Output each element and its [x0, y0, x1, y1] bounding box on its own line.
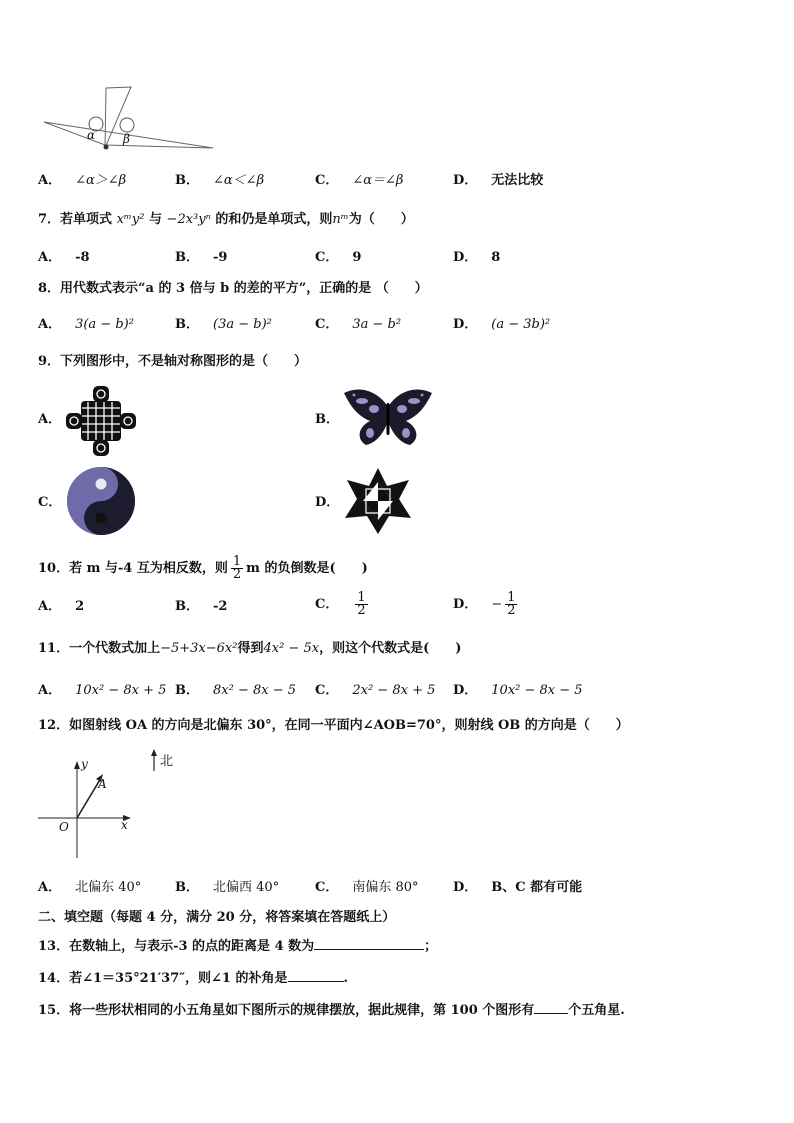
- q7-stem: 7．若单项式 xᵐy² 与 −2x³yⁿ 的和仍是单项式，则nᵐ为（ ）: [38, 212, 414, 227]
- q11-expr2: 4x² − 5x: [263, 641, 320, 656]
- q7-option-c[interactable]: C． 9: [315, 250, 362, 265]
- q7-option-d[interactable]: D． 8: [453, 250, 501, 265]
- q9-option-b[interactable]: B．: [315, 412, 339, 427]
- q10-stem: 10．若 m 与-4 互为相反数，则 $\frac{1}{2}$ m 的负倒数是( ): [38, 554, 368, 582]
- q12-option-b[interactable]: B． 北偏西 40°: [175, 880, 280, 895]
- q8-stem: 8．用代数式表示“a 的 3 倍与 b 的差的平方”，正确的是 （ ）: [38, 281, 428, 296]
- ray-a-label: A: [98, 777, 107, 791]
- q12-option-a[interactable]: A． 北偏东 40°: [38, 880, 142, 895]
- q8-option-d[interactable]: D． (a − 3b)²: [453, 317, 551, 332]
- q11-option-a[interactable]: A． 10x² − 8x + 5: [38, 683, 167, 698]
- q7-term1: xᵐy²: [116, 212, 145, 227]
- q7-option-a[interactable]: A． -8: [38, 250, 90, 265]
- q6-alpha-label: α: [87, 128, 96, 142]
- q7-expr: nᵐ: [332, 212, 349, 227]
- q9-option-c[interactable]: C．: [38, 495, 62, 510]
- q8-option-a[interactable]: A． 3(a − b)²: [38, 317, 134, 332]
- q12-option-d[interactable]: D． B、C 都有可能: [453, 880, 583, 895]
- q11-expr1: −5+3x−6x²: [160, 641, 238, 656]
- q9-option-d[interactable]: D．: [315, 495, 340, 510]
- q15-stem: 15．将一些形状相同的小五角星如下图所示的规律摆放，据此规律，第 100 个图形有 个五角星.: [38, 1003, 625, 1018]
- q13-stem: 13．在数轴上，与表示-3 的点的距离是 4 数为 ；: [38, 939, 438, 954]
- origin-label: O: [59, 820, 69, 834]
- q9-stem: 9．下列图形中，不是轴对称图形的是（ ）: [38, 354, 308, 369]
- q7-option-b[interactable]: B． -9: [175, 250, 228, 265]
- q10-option-c[interactable]: C． $\frac{1}{2}$: [315, 590, 366, 618]
- q6-beta-label: β: [123, 132, 130, 146]
- q9-option-a[interactable]: A．: [38, 412, 62, 427]
- y-axis-label: y: [81, 757, 88, 771]
- section-2-heading: 二、填空题（每题 4 分，满分 20 分，将答案填在答题纸上）: [38, 910, 396, 925]
- q13-answer-blank[interactable]: [314, 937, 424, 950]
- q7-term2: −2x³yⁿ: [166, 212, 211, 227]
- q11-option-c[interactable]: C． 2x² − 8x + 5: [315, 683, 436, 698]
- q8-option-b[interactable]: B． (3a − b)²: [175, 317, 272, 332]
- q8-option-c[interactable]: C． 3a − b²: [315, 317, 402, 332]
- q6-option-a[interactable]: A． ∠α＞∠β: [38, 173, 127, 188]
- q11-option-b[interactable]: B． 8x² − 8x − 5: [175, 683, 297, 698]
- q12-stem: 12．如图射线 OA 的方向是北偏东 30°，在同一平面内∠AOB=70°，则射线 OB 的方向是（ ）: [38, 718, 629, 733]
- q11-option-d[interactable]: D． 10x² − 8x − 5: [453, 683, 583, 698]
- q14-answer-blank[interactable]: [288, 969, 344, 982]
- q6-option-b[interactable]: B． ∠α＜∠β: [175, 173, 265, 188]
- q10-option-d[interactable]: D． − $\frac{1}{2}$: [453, 590, 516, 618]
- q14-stem: 14．若∠1＝35°21′37″，则∠1 的补角是 .: [38, 971, 349, 986]
- q10-option-b[interactable]: B． -2: [175, 599, 228, 614]
- q10-fraction: $\frac{1}{2}$: [232, 554, 242, 582]
- q10-option-a[interactable]: A． 2: [38, 599, 85, 614]
- q6-option-c[interactable]: C． ∠α＝∠β: [315, 173, 404, 188]
- q12-option-c[interactable]: C． 南偏东 80°: [315, 880, 419, 895]
- x-axis-label: x: [121, 818, 128, 832]
- q6-option-d[interactable]: D． 无法比较: [453, 173, 544, 188]
- q15-answer-blank[interactable]: [534, 1001, 568, 1014]
- q11-stem: 11．一个代数式加上−5+3x−6x²得到4x² − 5x，则这个代数式是( ): [38, 641, 462, 656]
- north-label: 北: [160, 754, 174, 769]
